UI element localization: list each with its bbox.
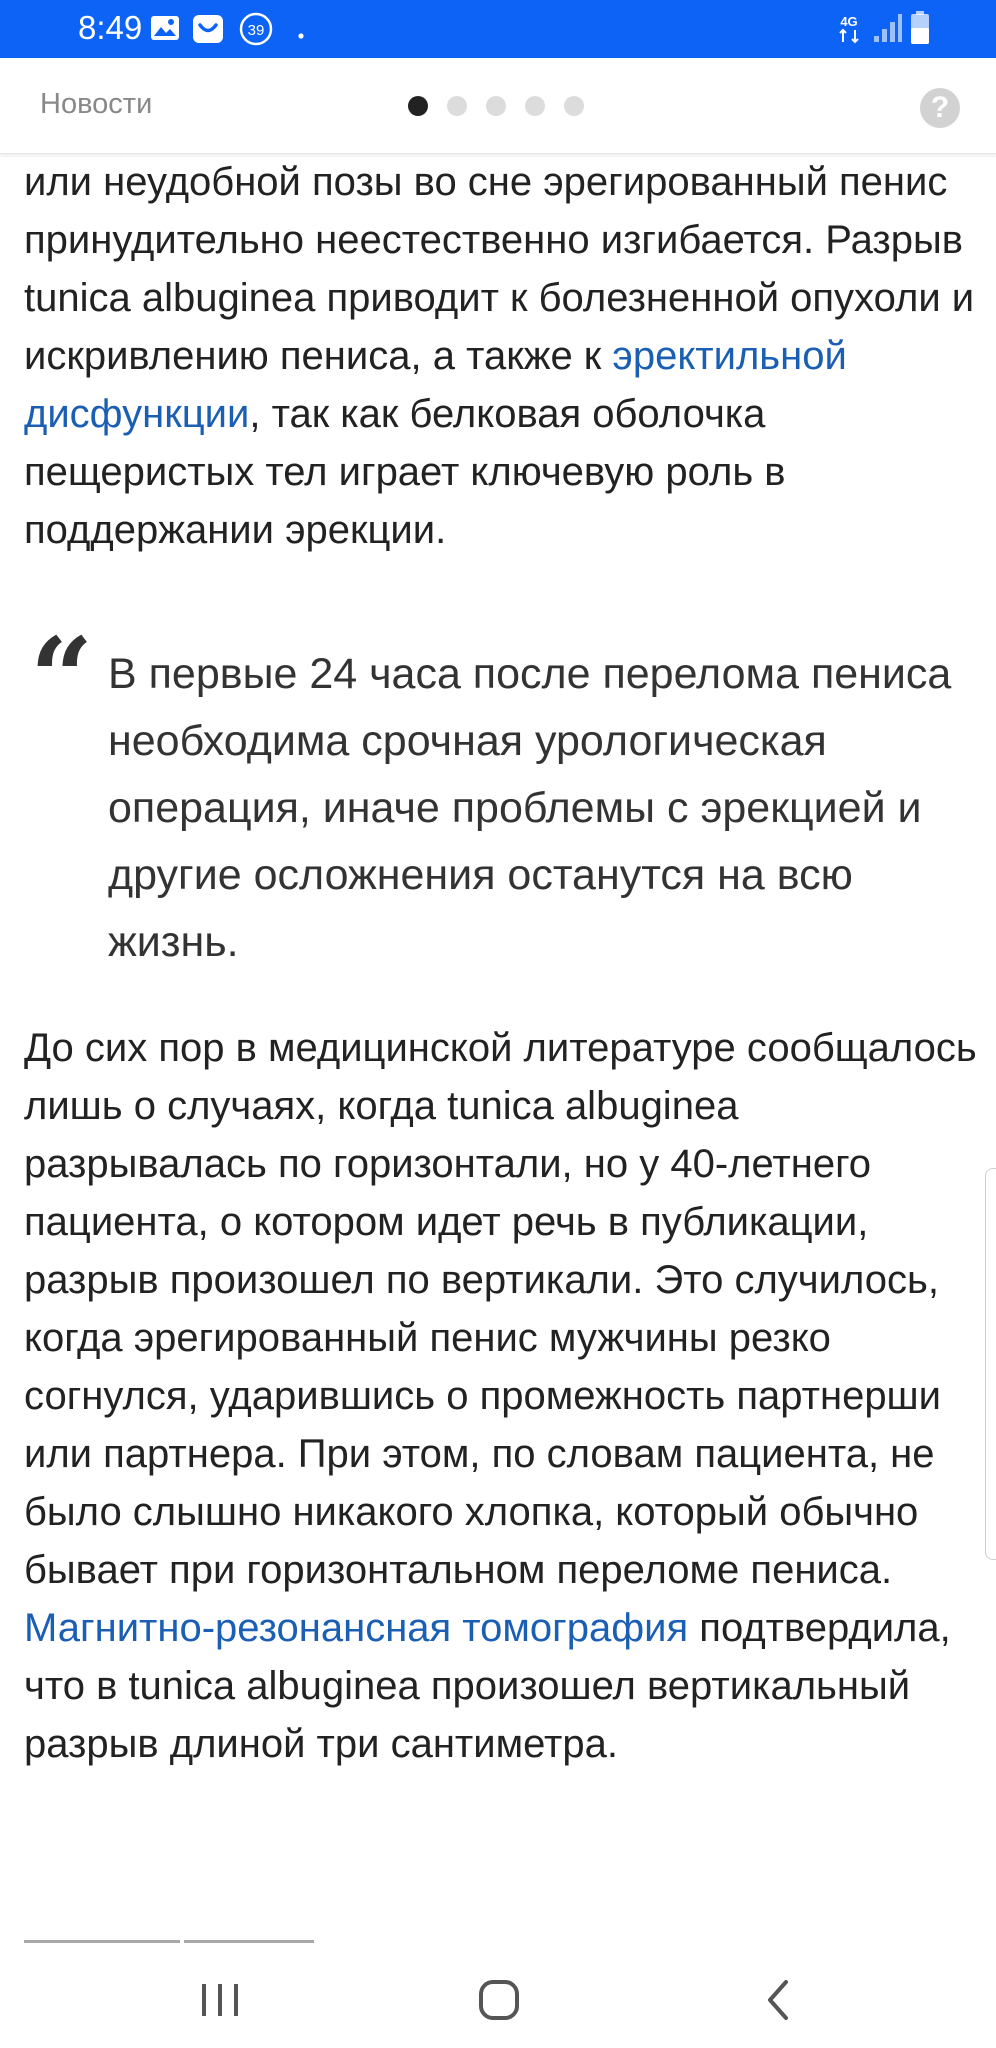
recent-apps-icon[interactable] — [180, 1970, 260, 2030]
article-content — [0, 153, 996, 1943]
status-time: 8:49 — [78, 9, 143, 46]
status-bar — [0, 0, 996, 58]
notification-badge-icon — [238, 12, 274, 51]
paragraph-text: или неудобной позы во сне эрегированный пенис принудительно неестественно изгибается. Разрыв tunica albuginea приводит к болезненной опухоли и искривлению пениса, а также к — [24, 160, 975, 378]
footer-tab-2[interactable] — [184, 1940, 314, 1943]
network-label: 4G — [840, 14, 858, 29]
image-icon — [150, 14, 180, 47]
paragraph-text: До сих пор в медицинской литературе сообщалось лишь о случаях, когда tunica albuginea разрывалась по горизонтали, но у 40-летнего пациента, о котором идет речь в публикации, разрыв произошел по вертикали. Это случилось, когда эрегированный пенис мужчины резко согнулся, ударившись о промежность партнерши или партнера. При этом, по словам пациента, не было слышно никакого хлопка, который обычно бывает при горизонтальном переломе пениса. — [24, 1026, 977, 1592]
side-scroll-handle[interactable] — [985, 1168, 996, 1560]
page-dot-2[interactable] — [447, 96, 467, 116]
page-dot-4[interactable] — [525, 96, 545, 116]
page-dot-5[interactable] — [564, 96, 584, 116]
battery-icon — [910, 10, 930, 51]
back-icon[interactable] — [738, 1970, 818, 2030]
page-dot-3[interactable] — [486, 96, 506, 116]
signal-icon — [872, 12, 902, 49]
erectile-dysfunction-link[interactable]: эректильной дисфункции — [24, 334, 847, 436]
header-title[interactable]: Новости — [40, 88, 153, 120]
paragraph-text: подтвердила, что в tunica albuginea произошел вертикальный разрыв длиной три сантиметра. — [24, 1606, 951, 1766]
app-header — [0, 58, 996, 154]
quote-mark-icon: “ — [30, 613, 94, 742]
page-indicator — [408, 96, 584, 116]
mri-link[interactable]: Магнитно-резонансная томография — [24, 1606, 689, 1650]
notification-count: 39 — [247, 22, 265, 39]
footer-tab-1[interactable] — [24, 1940, 180, 1943]
article-paragraph-1 — [24, 153, 984, 559]
paragraph-text: , так как белковая оболочка пещеристых тел играет ключевую роль в поддержании эрекции. — [24, 392, 786, 552]
page-dot-1[interactable] — [408, 96, 428, 116]
article-paragraph-2 — [24, 1019, 984, 1773]
help-icon[interactable]: ? — [920, 88, 960, 128]
network-4g-icon — [836, 12, 864, 51]
bixby-icon — [192, 14, 224, 49]
home-icon[interactable] — [459, 1970, 539, 2030]
pull-quote: В первые 24 часа после перелома пениса необходима срочная урологическая операция, иначе проблемы с эрекцией и другие осложнения останутся на всю жизнь. — [108, 650, 952, 966]
system-nav-bar — [0, 1950, 996, 2048]
dot-icon — [298, 26, 304, 44]
